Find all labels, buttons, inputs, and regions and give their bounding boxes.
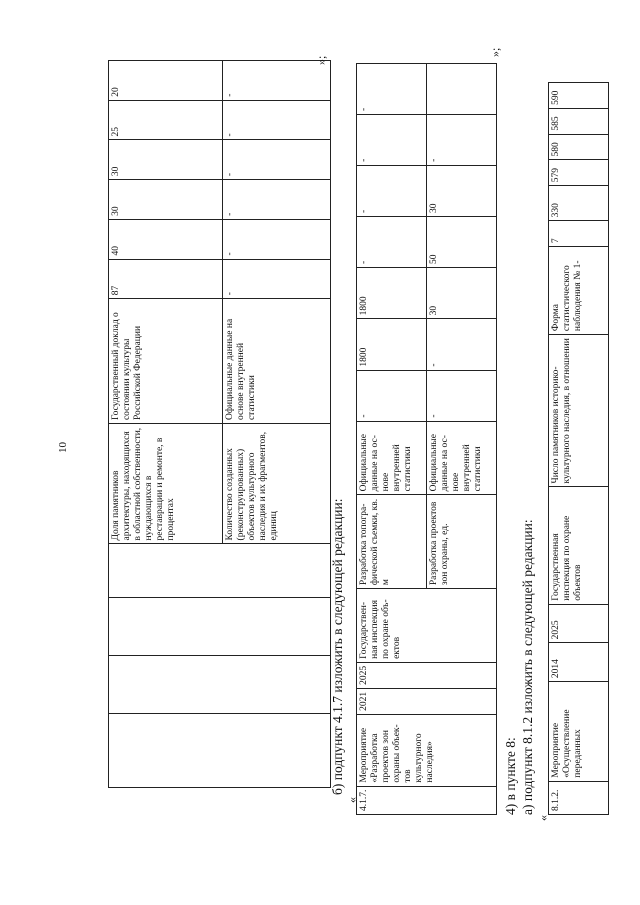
source-cell: Форма статистического наблюдения № 1- bbox=[549, 247, 609, 335]
value-cell: 30 bbox=[109, 180, 223, 220]
value-cell: 25 bbox=[109, 100, 223, 140]
value-cell: 7 bbox=[549, 221, 609, 247]
value-cell: 40 bbox=[109, 219, 223, 259]
value-cell: - bbox=[223, 259, 331, 299]
measure-8-1-2-table bbox=[548, 82, 609, 815]
measure-name: Мероприятие «Осуществление переданных bbox=[549, 682, 609, 782]
indicators-table-continued bbox=[108, 60, 331, 788]
value-cell: - bbox=[223, 100, 331, 140]
indicator-cell: Доля памятников архитектуры, находящихся в областной собственности, нуждающихся в реставрации и ремонте, в процентах bbox=[109, 424, 223, 544]
value-cell: 87 bbox=[109, 259, 223, 299]
value-cell: 585 bbox=[549, 108, 609, 134]
open-quote: « bbox=[345, 797, 359, 803]
table-row bbox=[549, 83, 609, 815]
value-cell: - bbox=[223, 219, 331, 259]
value-cell: 50 bbox=[427, 216, 497, 267]
indicator-cell: Количество созданных (реконструированных) объектов культурного наследия и их фрагментов, единиц bbox=[223, 424, 331, 544]
value-cell: 30 bbox=[109, 140, 223, 180]
measure-4-1-7-table bbox=[356, 63, 497, 815]
table-row bbox=[357, 64, 427, 815]
indicator-cell: Разработка проектов зон охраны, ед. bbox=[427, 495, 497, 589]
year-start: 2021 bbox=[357, 688, 497, 714]
value-cell: - bbox=[357, 64, 427, 115]
value-cell: 579 bbox=[549, 160, 609, 186]
value-cell: - bbox=[357, 115, 427, 166]
table-row bbox=[109, 61, 223, 788]
value-cell: - bbox=[223, 140, 331, 180]
value-cell: - bbox=[427, 370, 497, 421]
closing-quote: »; bbox=[314, 55, 328, 65]
source-cell: Государственный доклад о состоянии культуры Российской Федерации bbox=[109, 299, 223, 424]
source-cell: Официальные данные на ос-нове внутренней статистики bbox=[357, 421, 427, 495]
instruction-a: а) подпункт 8.1.2 изложить в следующей редакции: bbox=[520, 519, 535, 815]
measure-number: 4.1.7. bbox=[357, 786, 497, 814]
value-cell: - bbox=[357, 216, 427, 267]
value-cell: 20 bbox=[109, 61, 223, 101]
value-cell: - bbox=[357, 370, 427, 421]
indicator-cell: Число памятников историко-культурного наследия, в отношении bbox=[549, 335, 609, 487]
executor: Государственная инспекция по охране объектов bbox=[549, 487, 609, 604]
value-cell: - bbox=[357, 165, 427, 216]
year-end: 2025 bbox=[357, 662, 497, 688]
year-end: 2025 bbox=[549, 604, 609, 643]
value-cell: 590 bbox=[549, 83, 609, 109]
closing-quote: »; bbox=[488, 47, 502, 57]
indicator-cell: Разработка топогра-фической съемки, кв. м bbox=[357, 495, 427, 589]
empty-cell bbox=[427, 64, 497, 115]
measure-name: Мероприятие «Разработка проектов зон охраны объек-тов культурного наследия» bbox=[357, 714, 497, 786]
value-cell: 330 bbox=[549, 186, 609, 221]
value-cell: 30 bbox=[427, 268, 497, 319]
measure-number: 8.1.2. bbox=[549, 781, 609, 814]
value-cell: - bbox=[427, 319, 497, 370]
source-cell: Официальные данные на основе внутренней статистики bbox=[223, 299, 331, 424]
value-cell: - bbox=[223, 180, 331, 220]
instruction-b: б) подпункт 4.1.7 изложить в следующей редакции: bbox=[330, 498, 345, 795]
value-cell: 580 bbox=[549, 134, 609, 160]
value-cell: - bbox=[223, 61, 331, 101]
empty-cell bbox=[109, 713, 331, 787]
page-number: 10 bbox=[57, 442, 69, 453]
empty-cell bbox=[109, 655, 331, 713]
year-start: 2014 bbox=[549, 643, 609, 682]
open-quote: « bbox=[536, 815, 550, 821]
value-cell: 1800 bbox=[357, 268, 427, 319]
empty-cell bbox=[109, 597, 331, 655]
value-cell: - bbox=[427, 115, 497, 166]
executor: Государствен-ная инспекция по охране объ-ектов bbox=[357, 589, 497, 663]
empty-cell bbox=[109, 544, 331, 597]
source-cell: Официальные данные на ос-нове внутренней статистики bbox=[427, 421, 497, 495]
instruction-4: 4) в пункте 8: bbox=[503, 737, 518, 815]
value-cell: 30 bbox=[427, 165, 497, 216]
value-cell: 1800 bbox=[357, 319, 427, 370]
